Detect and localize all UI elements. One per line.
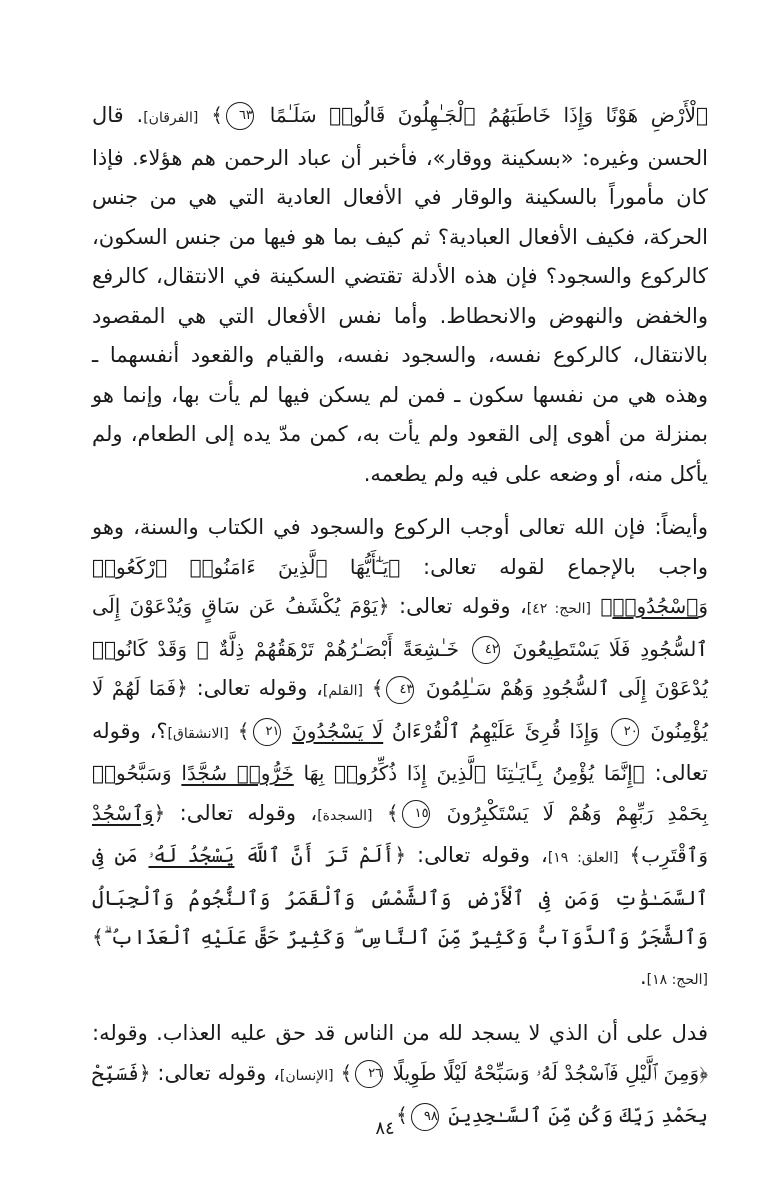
ayah-number: ٢٠ xyxy=(611,718,639,746)
ayah-number: ٤٣ xyxy=(386,676,414,704)
ayah-number: ٦٣ xyxy=(226,102,254,130)
verse-inshiqaq: ﴿فَمَا لَهُمْ لَا يُؤْمِنُونَ ٢٠ وَإِذَا قُرِئَ عَلَيْهِمُ ٱلْقُرْءَانُ لَا يَسْجُدُونَ ٢١﴾ xyxy=(92,676,708,743)
verse-qalam: ﴿يَوْمَ يُكْشَفُ عَن سَاقٍ وَيُدْعَوْنَ إِلَى ٱلسُّجُودِ فَلَا يَسْتَطِيعُونَ ٤٢ خَـٰشِعَةً أَبْصَـٰرُهُمْ تَرْهَقُهُمْ ذِلَّةٌ ۖ وَقَدْ كَانُوا۟ يُدْعَوْنَ إِلَى ٱلسُّجُودِ وَهُمْ سَـٰلِمُونَ ٤٣﴾ xyxy=(92,594,708,700)
verse-alaq: ﴿وَٱسْجُدْ وَٱقْتَرِب﴾ xyxy=(92,800,709,867)
paragraph-sakina: ٱلْأَرْضِ هَوْنًا وَإِذَا خَاطَبَهُمُ ٱلْجَـٰهِلُونَ قَالُوا۟ سَلَـٰمًا ٦٣﴾ [الفرقان]. قال الحسن وغيره: «بسكينة ووقار»، فأخبر أن عباد الرحمن هم هؤلاء. فإذا كان مأموراً بالسكينة والوقار في الأفعال العادية التي هي من جنس الحركة، فكيف الأفعال العبادية؟ ثم كيف بما هو فيها من جنس السكون، كالركوع والسجود؟ فإن هذه الأدلة تقتضي السكينة في الانتقال، كالرفع والخفض والنهوض والانحطاط. وأما نفس الأفعال التي هي المقصود بالانتقال، كالركوع نفسه، والسجود نفسه، والقيام والقعود أنفسهما ـ وهذه هي من نفسها سكون ـ فمن لم يسكن فيها لم يأت بها، وإنما هو بمنزلة من أهوى إلى القعود ولم يأت به، كمن مدّ يده إلى الطعام، ولم يأكل منه، أو وضعه على فيه ولم يطعمه. xyxy=(92,103,708,486)
reference-inshiqaq: [الانشقاق] xyxy=(167,725,229,742)
paragraph-text: فدل على أن الذي لا يسجد لله من الناس قد حق عليه العذاب. وقوله: xyxy=(92,1021,708,1045)
ayah-number: ٢١ xyxy=(253,718,281,746)
reference-hajj-18: [الحج: ١٨] xyxy=(646,971,708,988)
verse-hijr: ﴿فَسَبِّحْ بِحَمْدِ رَبِّكَ وَكُن مِّنَ ٱلسَّـٰجِدِينَ ٩٨﴾ xyxy=(92,1061,708,1128)
verse-hajj-77: ﴿يَـٰٓأَيُّهَا ٱلَّذِينَ ءَامَنُوا۟ ٱرْكَعُوا۟ وَٱسْجُدُوا۟﴾ xyxy=(92,554,708,618)
reference-furqan: [الفرقان] xyxy=(143,110,199,126)
paragraph-ruku-sujud: وأيضاً: فإن الله تعالى أوجب الركوع والسجود في الكتاب والسنة، وهو واجب بالإجماع لقوله تعالى: ﴿يَـٰٓأَيُّهَا ٱلَّذِينَ ءَامَنُوا۟ ٱرْكَعُوا۟ وَٱسْجُدُوا۟﴾ [الحج: ٤٢]، وقوله تعالى: ﴿يَوْمَ يُكْشَفُ عَن سَاقٍ وَيُدْعَوْنَ إِلَى ٱلسُّجُودِ فَلَا يَسْتَطِيعُونَ ٤٢ خَـٰشِعَةً أَبْصَـٰرُهُمْ تَرْهَقُهُمْ ذِلَّةٌ ۖ وَقَدْ كَانُوا۟ يُدْعَوْنَ إِلَى ٱلسُّجُودِ وَهُمْ سَـٰلِمُونَ ٤٣﴾ [القلم]، وقوله تعالى: ﴿فَمَا لَهُمْ لَا يُؤْمِنُونَ ٢٠ وَإِذَا قُرِئَ عَلَيْهِمُ ٱلْقُرْءَانُ لَا يَسْجُدُونَ ٢١﴾ [الانشقاق]؟، وقوله تعالى: ﴿إِنَّمَا يُؤْمِنُ بِـَٔايَـٰتِنَا ٱلَّذِينَ إِذَا ذُكِّرُوا۟ بِهَا خَرُّوا۟ سُجَّدًا وَسَبَّحُوا۟ بِحَمْدِ رَبِّهِمْ وَهُمْ لَا يَسْتَكْبِرُونَ ١٥﴾ [السجدة]، وقوله تعالى: ﴿وَٱسْجُدْ وَٱقْتَرِب﴾ [العلق: ١٩]، وقوله تعالى: ﴿أَلَمْ تَرَ أَنَّ ٱللَّهَ يَسْجُدُ لَهُۥ مَن فِى ٱلسَّمَـٰوَٰتِ وَمَن فِى ٱلْأَرْضِ وَٱلشَّمْسُ وَٱلْقَمَرُ وَٱلنُّجُومُ وَٱلْجِبَالُ وَٱلشَّجَرُ وَٱلدَّوَآبُّ وَكَثِيرٌ مِّنَ ٱلنَّاسِ ۖ وَكَثِيرٌ حَقَّ عَلَيْهِ ٱلْعَذَابُ ۗ﴾ [الحج: ١٨]. xyxy=(92,515,709,989)
reference-qalam: [القلم] xyxy=(322,683,363,699)
page-body xyxy=(92,96,708,1136)
verse-insan: ﴿وَمِنَ ٱلَّيْلِ فَٱسْجُدْ لَهُۥ وَسَبِّحْهُ لَيْلًا طَوِيلًا ٢٦﴾ xyxy=(340,1061,708,1085)
page-number: ٨٤ xyxy=(375,1118,395,1139)
ayah-number: ١٥ xyxy=(402,800,430,828)
reference-alaq: [العلق: ١٩] xyxy=(547,850,619,866)
reference-hajj-42: [الحج: ٤٢] xyxy=(526,601,591,617)
verse-sajda: ﴿إِنَّمَا يُؤْمِنُ بِـَٔايَـٰتِنَا ٱلَّذِينَ إِذَا ذُكِّرُوا۟ بِهَا خَرُّوا۟ سُجَّدًا وَسَبَّحُوا۟ بِحَمْدِ رَبِّهِمْ وَهُمْ لَا يَسْتَكْبِرُونَ ١٥﴾ xyxy=(92,761,708,825)
verse-furqan: ٱلْأَرْضِ هَوْنًا وَإِذَا خَاطَبَهُمُ ٱلْجَـٰهِلُونَ قَالُوا۟ سَلَـٰمًا xyxy=(269,103,708,127)
paragraph-intro: وأيضاً: فإن الله تعالى أوجب الركوع والسجود في الكتاب والسنة، وهو واجب بالإجماع لقوله تعالى: xyxy=(92,515,708,579)
paragraph-text: . قال الحسن وغيره: «بسكينة ووقار»، فأخبر أن عباد الرحمن هم هؤلاء. فإذا كان مأموراً بالسكينة والوقار في الأفعال العادية التي هي من جنس الحركة، فكيف الأفعال العبادية؟ ثم كيف بما هو فيها من جنس السكون، كالركوع والسجود؟ فإن هذه الأدلة تقتضي السكينة في الانتقال، كالرفع والخفض والنهوض والانحطاط. وأما نفس الأفعال التي هي المقصود بالانتقال، كالركوع نفسه، والسجود نفسه، والقيام والقعود أنفسهما ـ وهذه هي من نفسها سكون ـ فمن لم يسكن فيها لم يأت بها، وإنما هو بمنزلة من أهوى إلى القعود ولم يأت به، كمن مدّ يده إلى الطعام، ولم يأكل منه، أو وضعه على فيه ولم يطعمه. xyxy=(92,103,708,486)
verse-hajj-18: ﴿أَلَمْ تَرَ أَنَّ ٱللَّهَ يَسْجُدُ لَهُۥ مَن فِى ٱلسَّمَـٰوَٰتِ وَمَن فِى ٱلْأَرْضِ وَٱلشَّمْسُ وَٱلْقَمَرُ وَٱلنُّجُومُ وَٱلْجِبَالُ وَٱلشَّجَرُ وَٱلدَّوَآبُّ وَكَثِيرٌ مِّنَ ٱلنَّاسِ ۖ وَكَثِيرٌ حَقَّ عَلَيْهِ ٱلْعَذَابُ ۗ﴾ xyxy=(92,843,708,949)
reference-sajda: [السجدة] xyxy=(317,807,373,824)
paragraph-conclusion: فدل على أن الذي لا يسجد لله من الناس قد حق عليه العذاب. وقوله: ﴿وَمِنَ ٱلَّيْلِ فَٱسْجُدْ لَهُۥ وَسَبِّحْهُ لَيْلًا طَوِيلًا ٢٦﴾ [الإنسان]، وقوله تعالى: ﴿فَسَبِّحْ بِحَمْدِ رَبِّكَ وَكُن مِّنَ ٱلسَّـٰجِدِينَ ٩٨﴾ xyxy=(92,1014,708,1136)
ayah-number: ٩٨ xyxy=(411,1103,439,1131)
ayah-number: ٢٦ xyxy=(355,1060,383,1088)
reference-insan: [الإنسان] xyxy=(279,1067,334,1084)
ayah-number: ٤٢ xyxy=(472,636,500,664)
